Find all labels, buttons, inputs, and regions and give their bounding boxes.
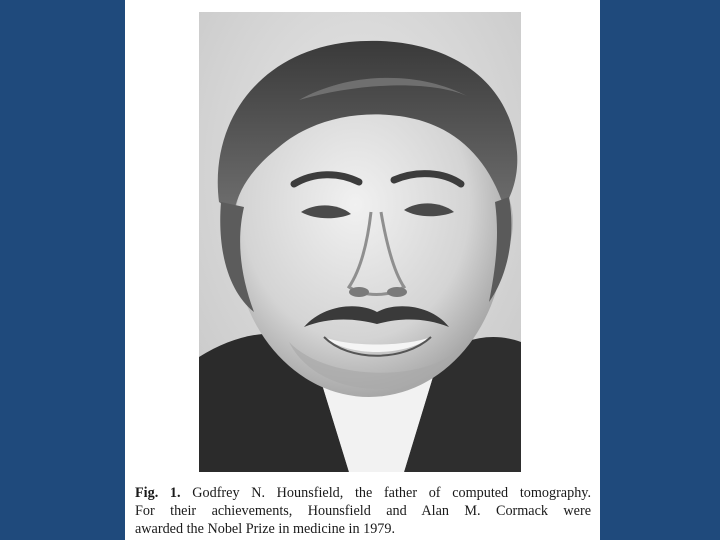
caption-line-1 xyxy=(135,484,591,502)
caption-line-3: awarded the Nobel Prize in medicine in 1979. xyxy=(135,521,396,537)
slide-page xyxy=(125,0,600,540)
figure-caption xyxy=(135,484,591,538)
portrait-illustration xyxy=(199,12,521,472)
left-nostril xyxy=(349,287,369,297)
caption-line-1-text: Godfrey N. Hounsfield, the father of computed tomography. xyxy=(192,485,592,501)
figure-label: Fig. 1. xyxy=(135,485,181,501)
portrait-photo xyxy=(199,12,521,472)
caption-line-2: For their achievements, Hounsfield and Alan M. Cormack were xyxy=(135,503,591,519)
right-nostril xyxy=(387,287,407,297)
